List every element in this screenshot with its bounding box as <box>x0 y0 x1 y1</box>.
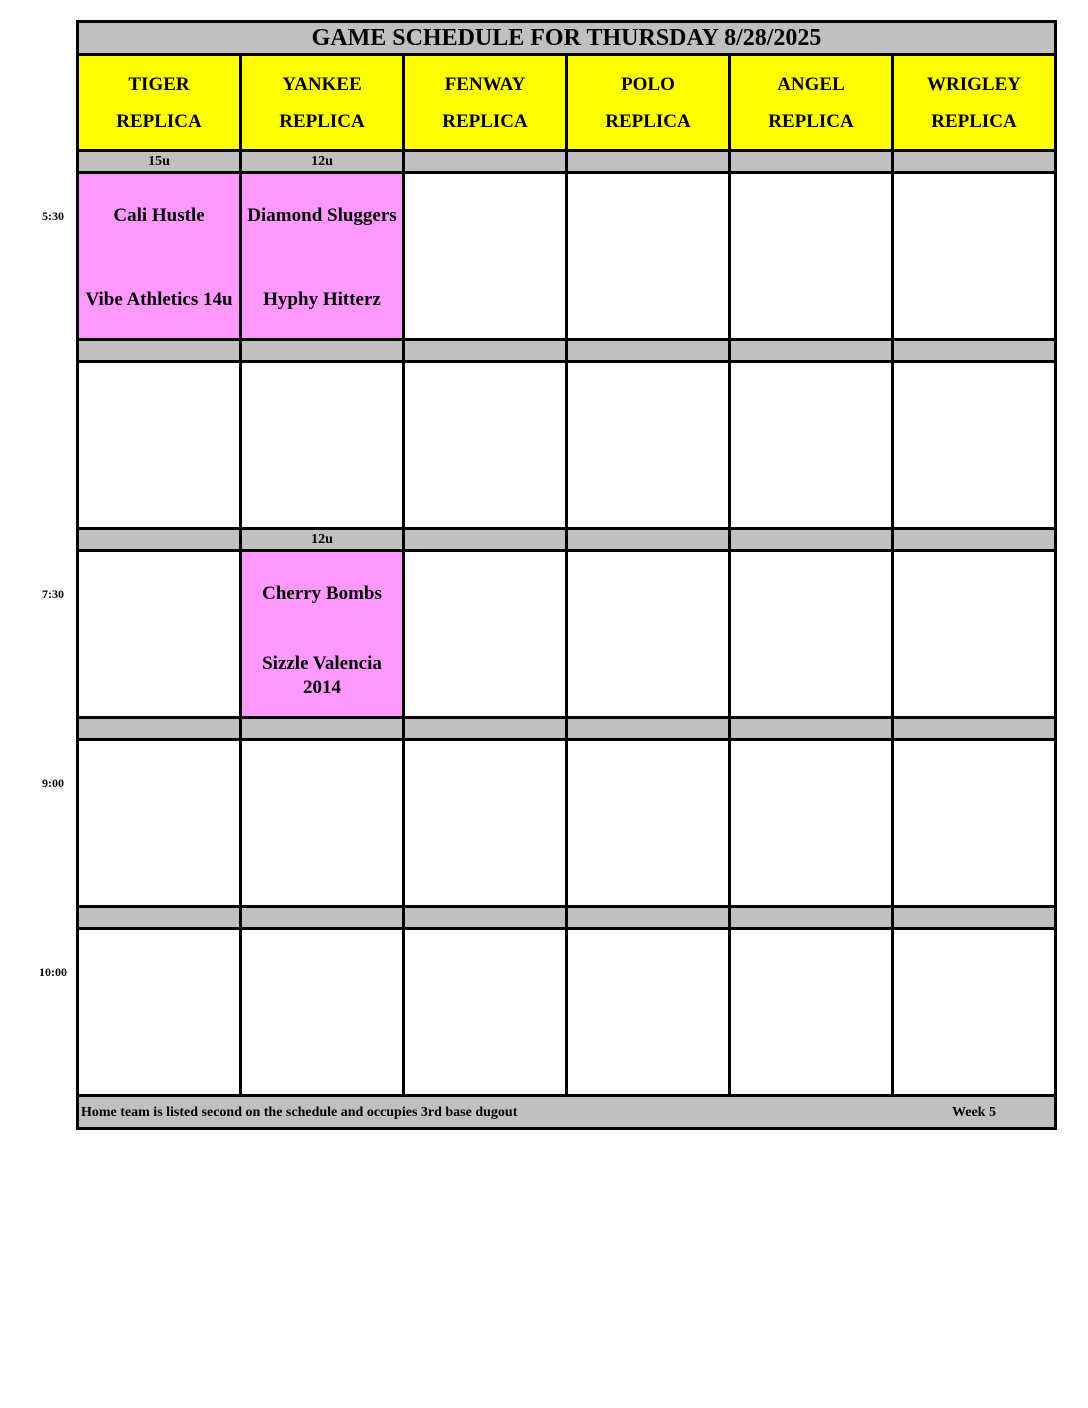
empty-game-cell <box>241 929 404 1096</box>
empty-game-cell <box>404 740 567 907</box>
division-label <box>893 907 1056 929</box>
empty-game-cell <box>567 362 730 529</box>
time-label: 10:00 <box>39 964 67 979</box>
division-label <box>78 529 241 551</box>
empty-game-cell <box>78 362 241 529</box>
division-label <box>567 529 730 551</box>
empty-game-cell <box>404 929 567 1096</box>
division-label <box>567 907 730 929</box>
field-name: YANKEE <box>282 73 362 95</box>
game-row <box>78 740 1056 907</box>
division-row <box>78 151 1056 173</box>
division-label: 15u <box>78 151 241 173</box>
division-label <box>730 340 893 362</box>
game-row <box>78 929 1056 1096</box>
field-header-polo <box>567 55 730 151</box>
division-row <box>78 907 1056 929</box>
game-row <box>78 173 1056 340</box>
field-type: REPLICA <box>279 110 365 132</box>
game-row <box>78 551 1056 718</box>
division-label <box>241 907 404 929</box>
away-team: Cherry Bombs <box>262 583 382 604</box>
empty-game-cell <box>404 173 567 340</box>
division-row <box>78 529 1056 551</box>
empty-game-cell <box>78 929 241 1096</box>
division-label <box>567 718 730 740</box>
division-label <box>893 340 1056 362</box>
division-label: 12u <box>241 529 404 551</box>
division-label <box>78 907 241 929</box>
empty-game-cell <box>893 740 1056 907</box>
division-label <box>567 340 730 362</box>
empty-game-cell <box>893 551 1056 718</box>
week-label: Week 5 <box>952 1105 996 1120</box>
empty-game-cell <box>893 929 1056 1096</box>
field-name: ANGEL <box>777 73 845 95</box>
game-cell <box>241 551 404 718</box>
field-type: REPLICA <box>931 110 1017 132</box>
time-label: 5:30 <box>42 208 64 223</box>
field-type: REPLICA <box>116 110 202 132</box>
division-label <box>241 718 404 740</box>
division-label <box>78 340 241 362</box>
game-cell <box>241 173 404 340</box>
away-team: Cali Hustle <box>113 205 205 226</box>
division-row <box>78 340 1056 362</box>
empty-game-cell <box>404 551 567 718</box>
division-label <box>404 529 567 551</box>
away-team: Diamond Sluggers <box>247 205 397 226</box>
division-label <box>404 907 567 929</box>
footer <box>78 1096 1056 1129</box>
division-label <box>730 151 893 173</box>
empty-game-cell <box>404 362 567 529</box>
field-type: REPLICA <box>768 110 854 132</box>
empty-game-cell <box>567 929 730 1096</box>
division-label <box>730 907 893 929</box>
field-name: POLO <box>621 73 675 95</box>
division-label <box>404 340 567 362</box>
division-row <box>78 718 1056 740</box>
division-label <box>404 151 567 173</box>
division-label <box>893 529 1056 551</box>
schedule-title: GAME SCHEDULE FOR THURSDAY 8/28/2025 <box>78 22 1056 55</box>
empty-game-cell <box>730 173 893 340</box>
field-header-yankee <box>241 55 404 151</box>
empty-game-cell <box>730 551 893 718</box>
field-header-fenway <box>404 55 567 151</box>
game-cell <box>78 173 241 340</box>
field-name: FENWAY <box>444 73 526 95</box>
division-label <box>730 718 893 740</box>
field-header-angel <box>730 55 893 151</box>
field-header-wrigley <box>893 55 1056 151</box>
empty-game-cell <box>730 929 893 1096</box>
empty-game-cell <box>730 740 893 907</box>
home-team-note: Home team is listed second on the schedule and occupies 3rd base dugout <box>81 1105 518 1120</box>
home-team: Vibe Athletics 14u <box>85 289 233 310</box>
field-name: WRIGLEY <box>927 73 1021 95</box>
schedule-table <box>76 20 1057 1130</box>
division-label <box>893 151 1056 173</box>
empty-game-cell <box>78 551 241 718</box>
empty-game-cell <box>893 362 1056 529</box>
empty-game-cell <box>730 362 893 529</box>
empty-game-cell <box>567 173 730 340</box>
empty-game-cell <box>241 740 404 907</box>
time-label: 9:00 <box>42 775 64 790</box>
division-label <box>78 718 241 740</box>
game-row <box>78 362 1056 529</box>
field-name: TIGER <box>128 73 190 95</box>
division-label: 12u <box>241 151 404 173</box>
home-team: Hyphy Hitterz <box>263 289 381 310</box>
footer-row <box>78 1096 1056 1129</box>
empty-game-cell <box>893 173 1056 340</box>
empty-game-cell <box>567 551 730 718</box>
division-label <box>567 151 730 173</box>
empty-game-cell <box>241 362 404 529</box>
division-label <box>893 718 1056 740</box>
division-label <box>404 718 567 740</box>
time-label: 7:30 <box>42 586 64 601</box>
division-label <box>241 340 404 362</box>
empty-game-cell <box>567 740 730 907</box>
field-header-tiger <box>78 55 241 151</box>
field-type: REPLICA <box>605 110 691 132</box>
empty-game-cell <box>78 740 241 907</box>
division-label <box>730 529 893 551</box>
field-type: REPLICA <box>442 110 528 132</box>
home-team: Sizzle Valencia 2014 <box>262 653 382 698</box>
field-header-row <box>78 55 1056 151</box>
